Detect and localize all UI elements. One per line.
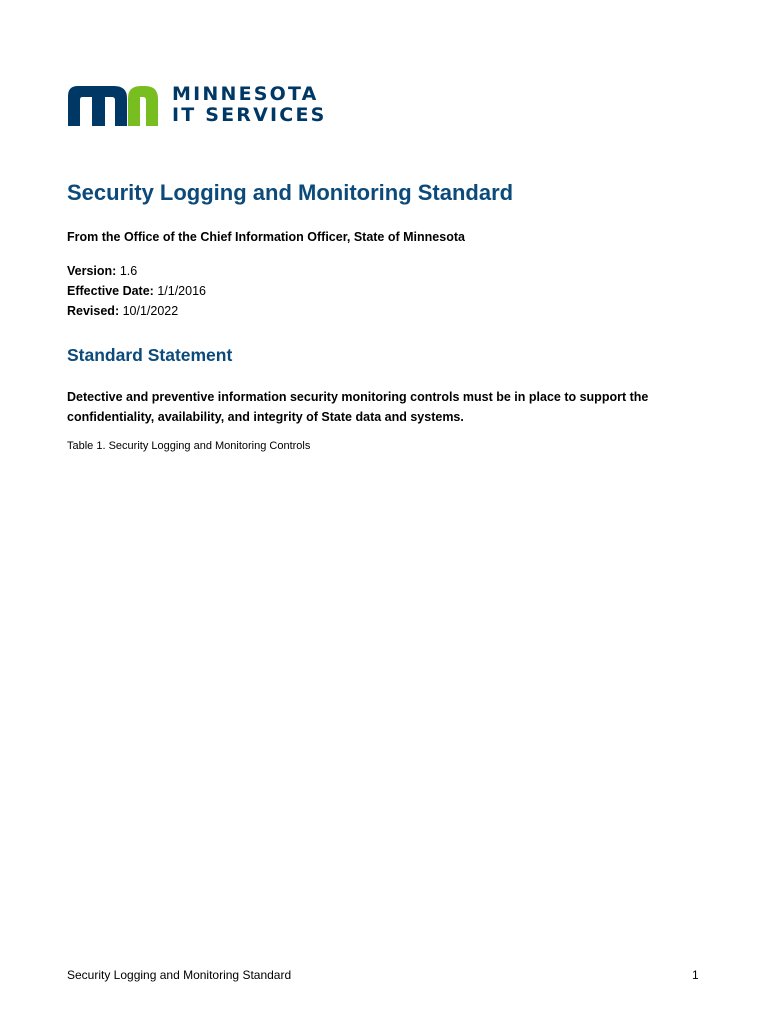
version-row	[67, 261, 206, 281]
standard-statement	[67, 387, 667, 427]
effective-date-row	[67, 281, 206, 301]
table-caption: Table 1. Security Logging and Monitoring Controls	[67, 440, 311, 452]
version-label: Version:	[67, 264, 117, 278]
revised-label: Revised:	[67, 304, 120, 318]
statement-line-2: confidentiality, availability, and integrity of State data and systems.	[67, 410, 464, 424]
effective-date-label: Effective Date:	[67, 284, 154, 298]
section-heading-standard-statement: Standard Statement	[67, 345, 233, 365]
issuing-office: From the Office of the Chief Information Officer, State of Minnesota	[67, 230, 465, 244]
effective-date-value: 1/1/2016	[157, 284, 206, 298]
logo-line-2: IT SERVICES	[172, 104, 327, 126]
statement-line-1: Detective and preventive information security monitoring controls must be in place to support the	[67, 390, 649, 404]
footer-document-title: Security Logging and Monitoring Standard	[67, 968, 292, 982]
page-number: 1	[692, 968, 699, 982]
revised-row	[67, 301, 206, 321]
document-title: Security Logging and Monitoring Standard	[67, 180, 514, 205]
version-value: 1.6	[119, 264, 138, 278]
minnesota-it-services-logo	[67, 84, 327, 128]
revised-value: 10/1/2022	[122, 304, 179, 318]
logo-wordmark	[172, 84, 327, 126]
mn-logo-icon	[67, 84, 159, 126]
document-metadata	[67, 261, 206, 321]
logo-line-1: MINNESOTA	[172, 83, 319, 105]
